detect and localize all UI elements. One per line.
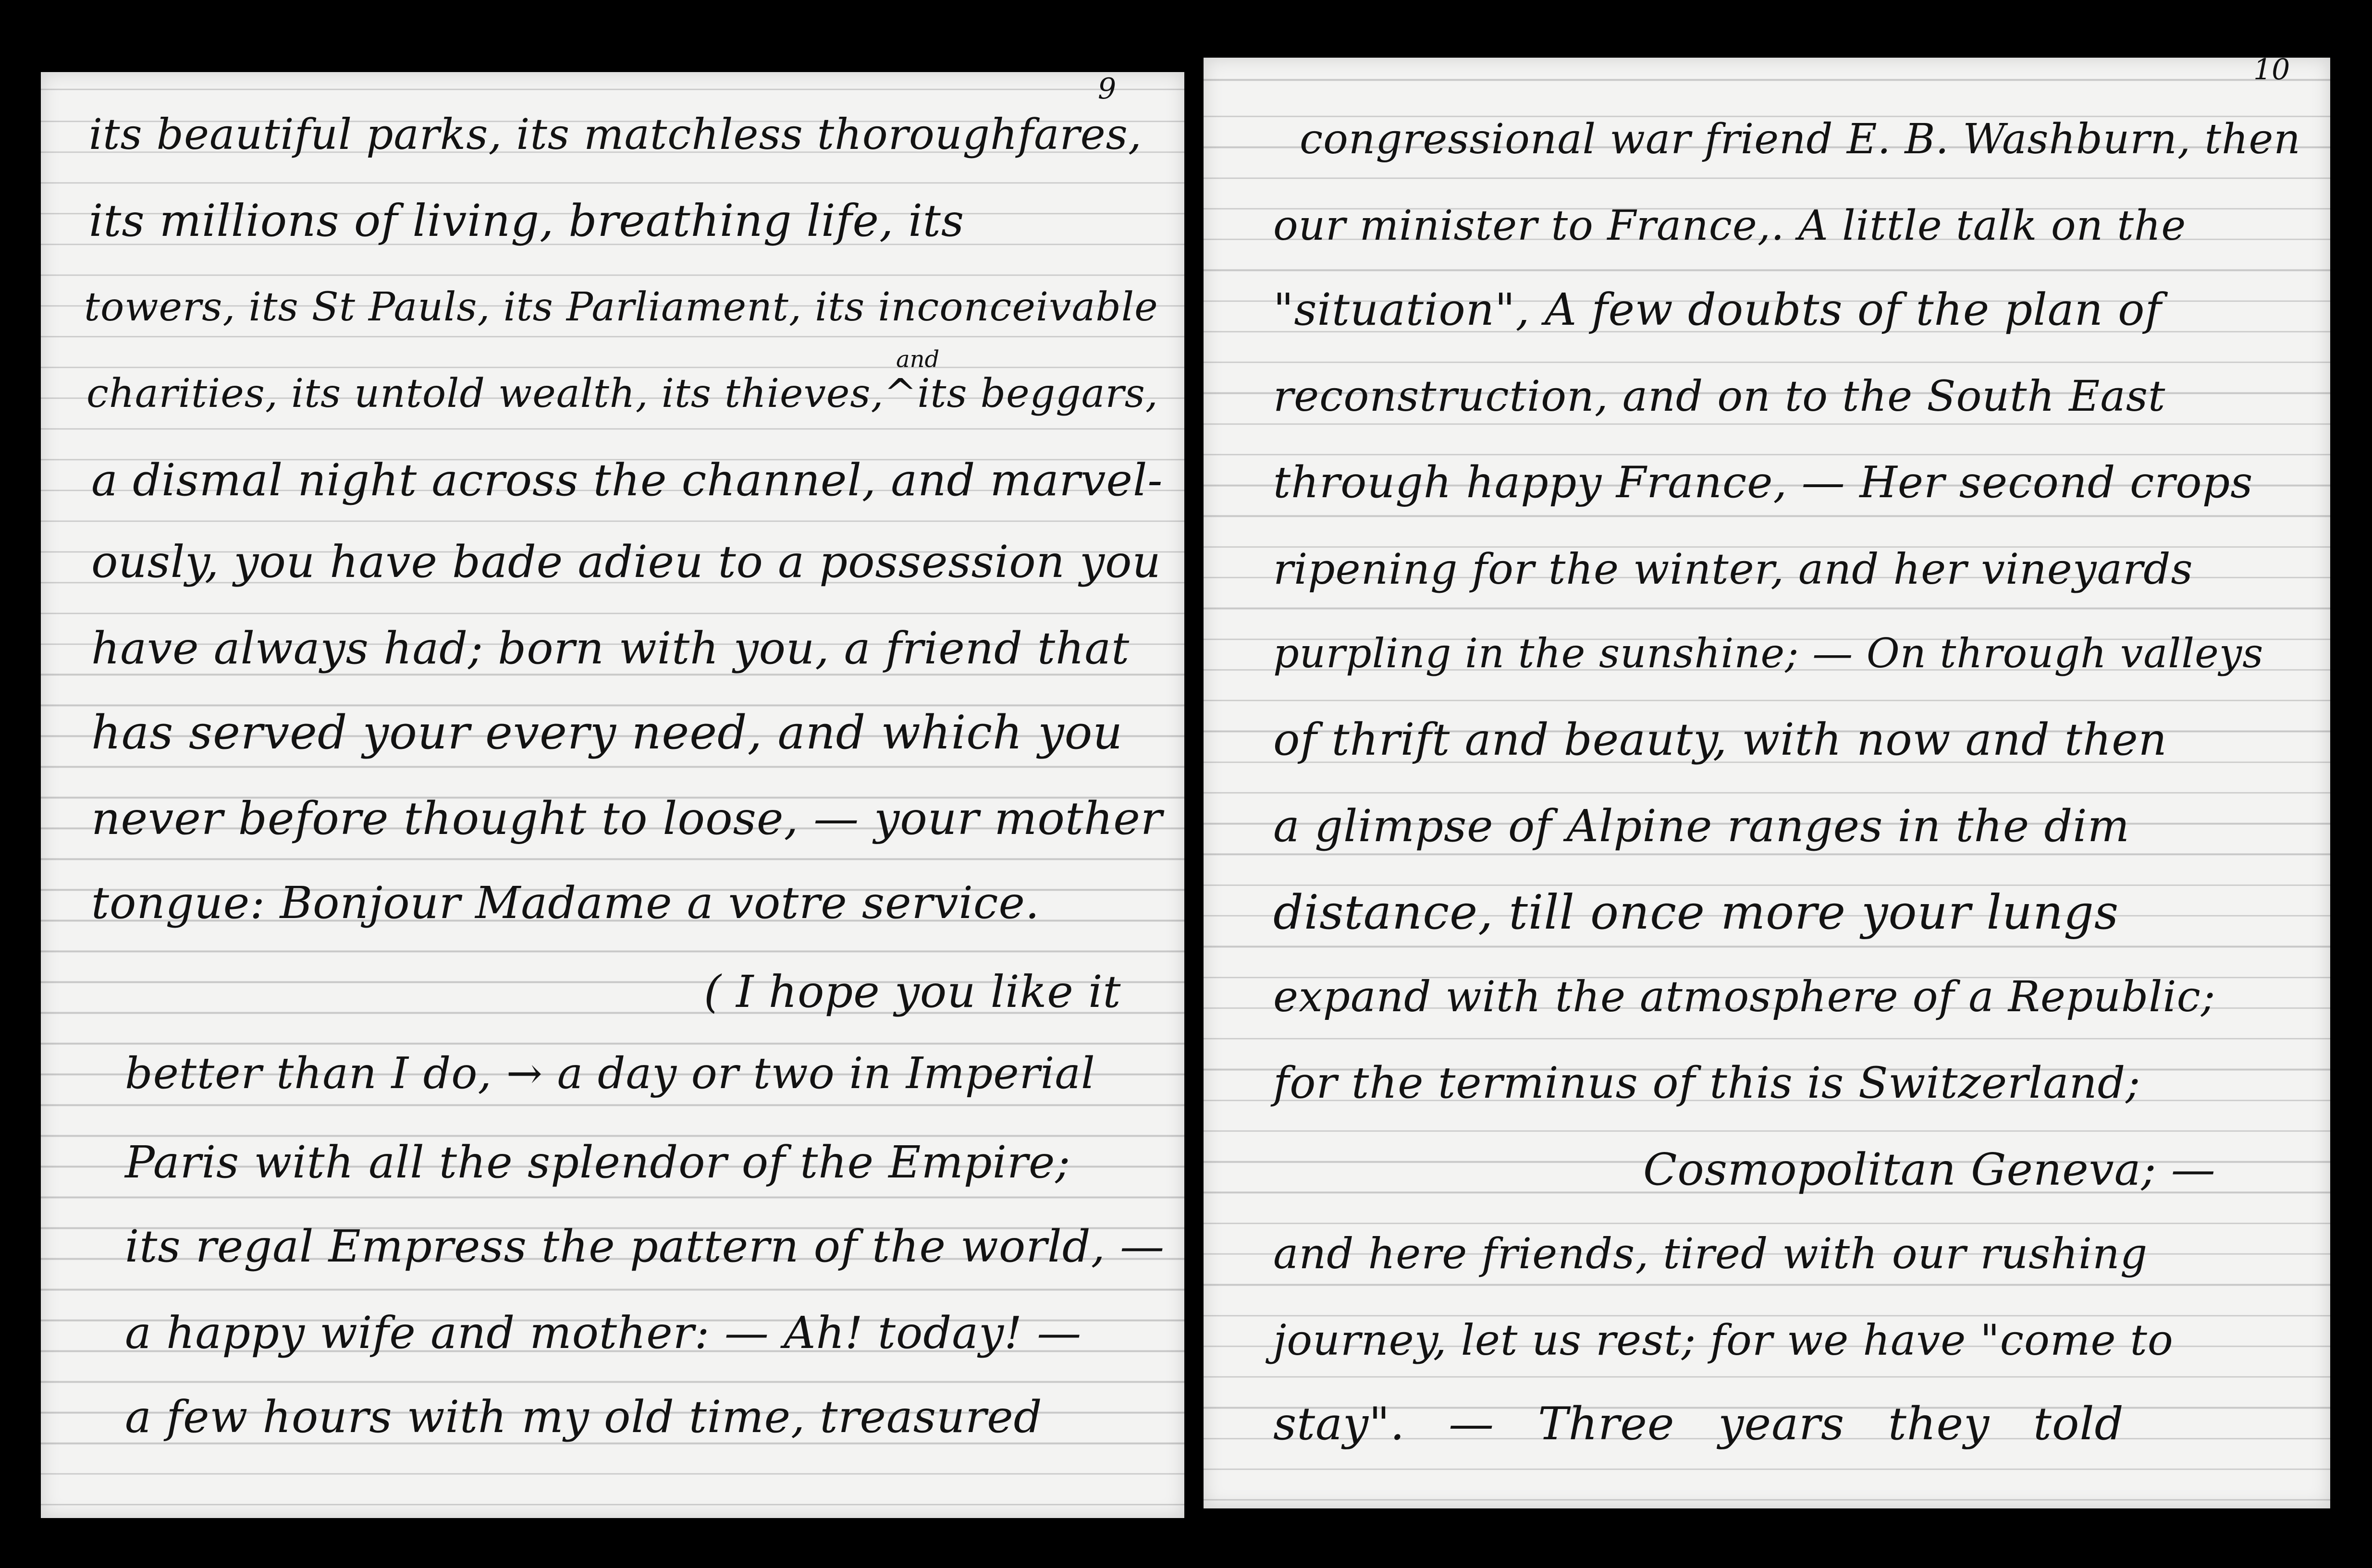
handwritten-line: a happy wife and mother: — Ah! today! — — [125, 1307, 1082, 1359]
manuscript-page-left — [41, 72, 1184, 1518]
interlinear-insertion: and — [896, 346, 940, 373]
handwritten-line: a glimpse of Alpine ranges in the dim — [1273, 800, 2130, 852]
handwritten-line: a few hours with my old time, treasured — [125, 1391, 1043, 1443]
handwritten-line: through happy France, — Her second crops — [1273, 457, 2253, 508]
page-number-left: 9 — [1098, 72, 1117, 106]
page-number-right: 10 — [2253, 53, 2290, 86]
handwritten-line: has served your every need, and which you — [91, 706, 1123, 760]
handwritten-line: purpling in the sunshine; — On through valleys — [1273, 630, 2264, 677]
handwritten-line: ously, you have bade adieu to a possession you — [91, 536, 1161, 588]
handwritten-line: charities, its untold wealth, its thieves,^its beggars, — [86, 371, 1158, 416]
handwritten-line: never before thought to loose, — your mother — [91, 793, 1163, 845]
handwritten-line: and here friends, tired with our rushing — [1273, 1229, 2148, 1278]
handwritten-line: reconstruction, and on to the South East — [1273, 371, 2166, 421]
handwritten-line: Cosmopolitan Geneva; — — [1643, 1144, 2216, 1195]
handwritten-line: "situation", A few doubts of the plan of — [1273, 284, 2162, 335]
handwritten-line: ( I hope you like it — [704, 966, 1121, 1017]
handwritten-line: its regal Empress the pattern of the world, — — [125, 1221, 1165, 1272]
handwritten-line: ripening for the winter, and her vineyards — [1273, 544, 2193, 594]
handwritten-line: distance, till once more your lungs — [1273, 885, 2119, 940]
handwritten-line: for the terminus of this is Switzerland; — [1273, 1058, 2141, 1108]
handwritten-line: journey, let us rest; for we have "come to — [1273, 1315, 2174, 1365]
handwritten-line: towers, its St Pauls, its Parliament, its inconceivable — [84, 284, 1158, 330]
handwritten-line: its beautiful parks, its matchless thoroughfares, — [89, 110, 1142, 159]
handwritten-line: stay". — Three years they told — [1273, 1398, 2124, 1450]
handwritten-line: of thrift and beauty, with now and then — [1273, 714, 2167, 765]
handwritten-line: tongue: Bonjour Madame a votre service. — [91, 877, 1040, 929]
handwritten-line: a dismal night across the channel, and marvel- — [91, 454, 1163, 506]
handwritten-line: expand with the atmosphere of a Republic; — [1273, 972, 2216, 1021]
handwritten-line: have always had; born with you, a friend that — [91, 623, 1130, 674]
handwritten-line: its millions of living, breathing life, its — [89, 195, 965, 246]
manuscript-page-right — [1204, 53, 2330, 1508]
handwritten-line: congressional war friend E. B. Washburn, then — [1300, 115, 2301, 163]
handwritten-line: better than I do, → a day or two in Imperial — [125, 1048, 1095, 1099]
handwritten-line: our minister to France,. A little talk on the — [1273, 202, 2187, 250]
handwritten-line: Paris with all the splendor of the Empire; — [125, 1137, 1071, 1188]
